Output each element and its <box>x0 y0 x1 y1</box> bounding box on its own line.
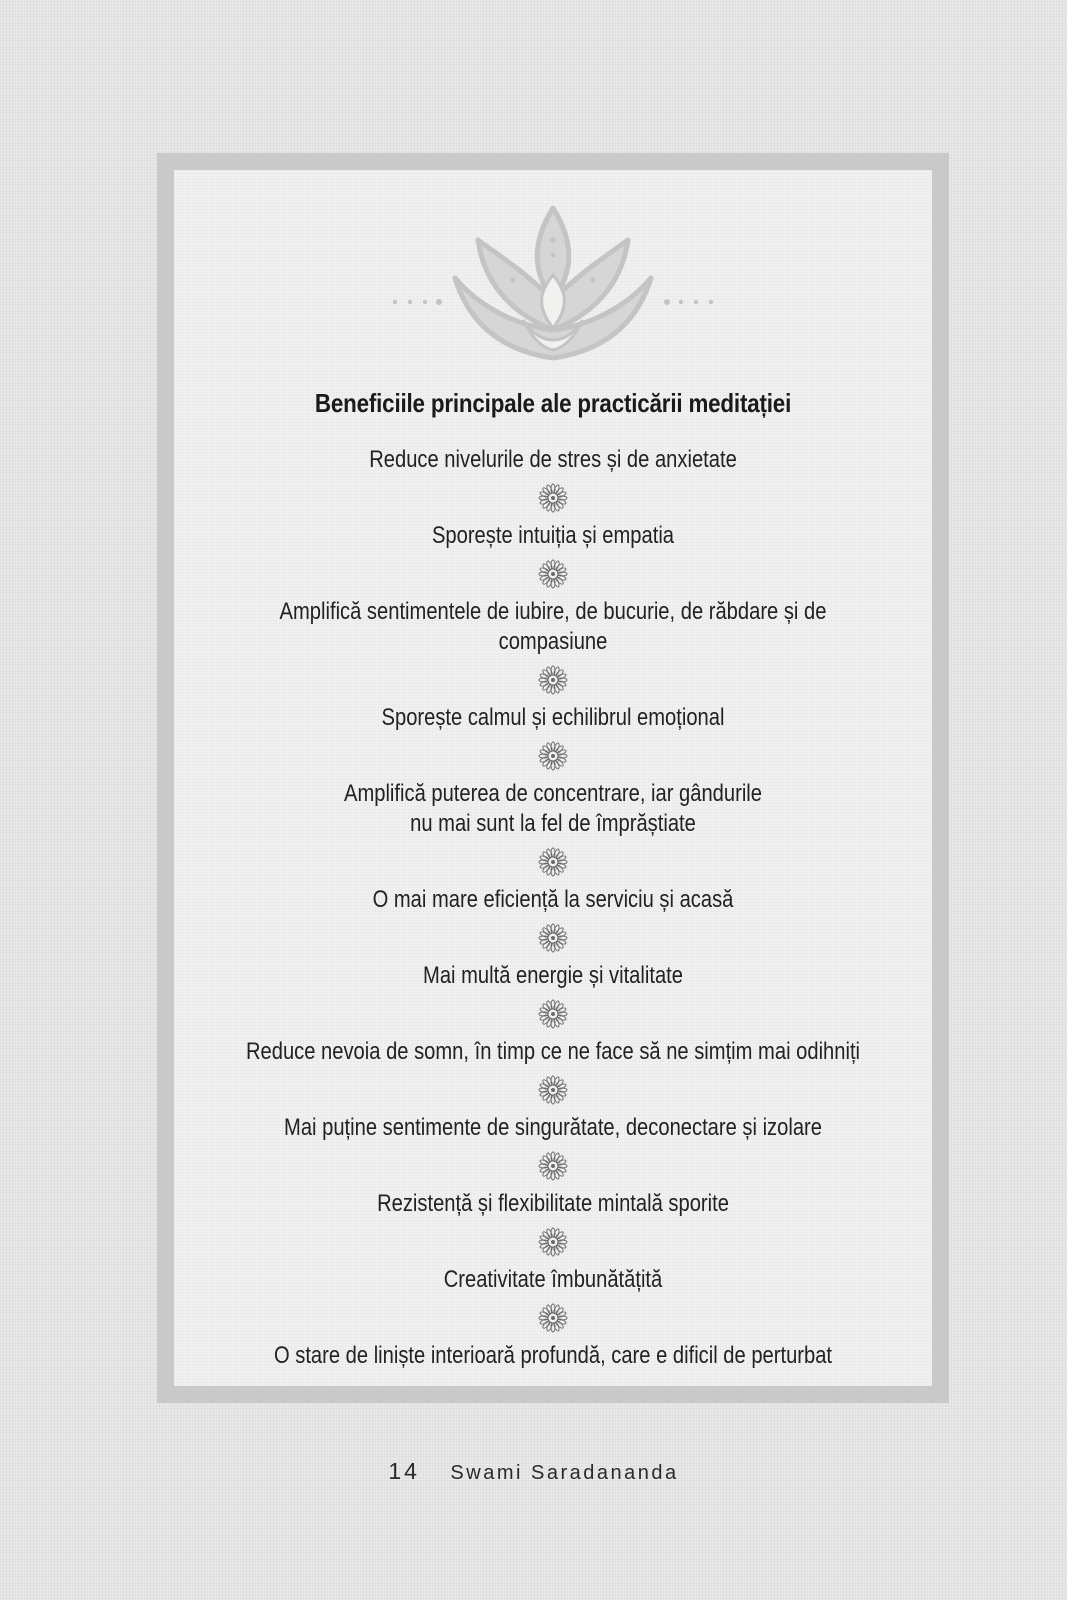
mandala-flower-icon <box>538 1227 568 1257</box>
mandala-flower-icon <box>538 559 568 589</box>
list-item <box>174 1113 932 1143</box>
list-item-text: Mai multă energie și vitalitate <box>423 962 683 989</box>
mandala-flower-icon <box>538 741 568 771</box>
separator <box>174 915 932 961</box>
list-item <box>174 1037 932 1067</box>
list-item-text: O stare de liniște interioară profundă, care e dificil de perturbat <box>273 1342 833 1369</box>
separator <box>174 551 932 597</box>
separator <box>174 1295 932 1341</box>
page-footer <box>0 1458 1067 1485</box>
mandala-flower-icon <box>538 1303 568 1333</box>
list-item-text: Reduce nivelurile de stres și de anxietate <box>369 446 737 473</box>
author-name: Swami Saradananda <box>450 1462 679 1484</box>
list-item <box>174 703 932 733</box>
benefits-list <box>174 445 932 1371</box>
list-item <box>174 597 932 657</box>
list-item-text: Creativitate îmbunătățită <box>443 1266 663 1293</box>
mandala-flower-icon <box>538 999 568 1029</box>
separator <box>174 1219 932 1265</box>
list-item-text: Reduce nevoia de somn, în timp ce ne face să ne simțim mai odihniți <box>245 1038 861 1065</box>
page-number: 14 <box>388 1458 420 1484</box>
list-item <box>174 521 932 551</box>
list-item-text: Amplifică puterea de concentrare, iar gândurile <box>343 780 763 807</box>
header-ornament <box>174 200 932 370</box>
list-item-text: Rezistență și flexibilitate mintală sporite <box>377 1190 729 1217</box>
list-item <box>174 1265 932 1295</box>
box-frame <box>157 153 949 1403</box>
separator <box>174 839 932 885</box>
separator <box>174 475 932 521</box>
mandala-flower-icon <box>538 1151 568 1181</box>
mandala-flower-icon <box>538 847 568 877</box>
separator <box>174 991 932 1037</box>
mandala-flower-icon <box>538 1075 568 1105</box>
page-title: Beneficiile principale ale practicării meditației <box>314 388 792 418</box>
list-item-text: Sporește calmul și echilibrul emoțional <box>381 704 725 731</box>
list-item <box>174 961 932 991</box>
content-panel <box>174 170 932 1386</box>
mandala-flower-icon <box>538 665 568 695</box>
separator <box>174 657 932 703</box>
list-item <box>174 445 932 475</box>
separator <box>174 1067 932 1113</box>
list-item <box>174 779 932 839</box>
list-item-text: nu mai sunt la fel de împrăștiate <box>410 810 696 837</box>
separator <box>174 733 932 779</box>
list-item-text: Sporește intuiția și empatia <box>431 522 675 549</box>
list-item <box>174 1189 932 1219</box>
list-item-text: Amplifică sentimentele de iubire, de bucurie, de răbdare și de compasiune <box>279 598 827 655</box>
mandala-flower-icon <box>538 483 568 513</box>
list-item <box>174 1341 932 1371</box>
list-item-text: Mai puține sentimente de singurătate, deconectare și izolare <box>284 1114 822 1141</box>
separator <box>174 1143 932 1189</box>
list-item-text: O mai mare eficiență la serviciu și acasă <box>372 886 734 913</box>
lotus-ornament-icon <box>383 200 723 370</box>
mandala-flower-icon <box>538 923 568 953</box>
list-item <box>174 885 932 915</box>
